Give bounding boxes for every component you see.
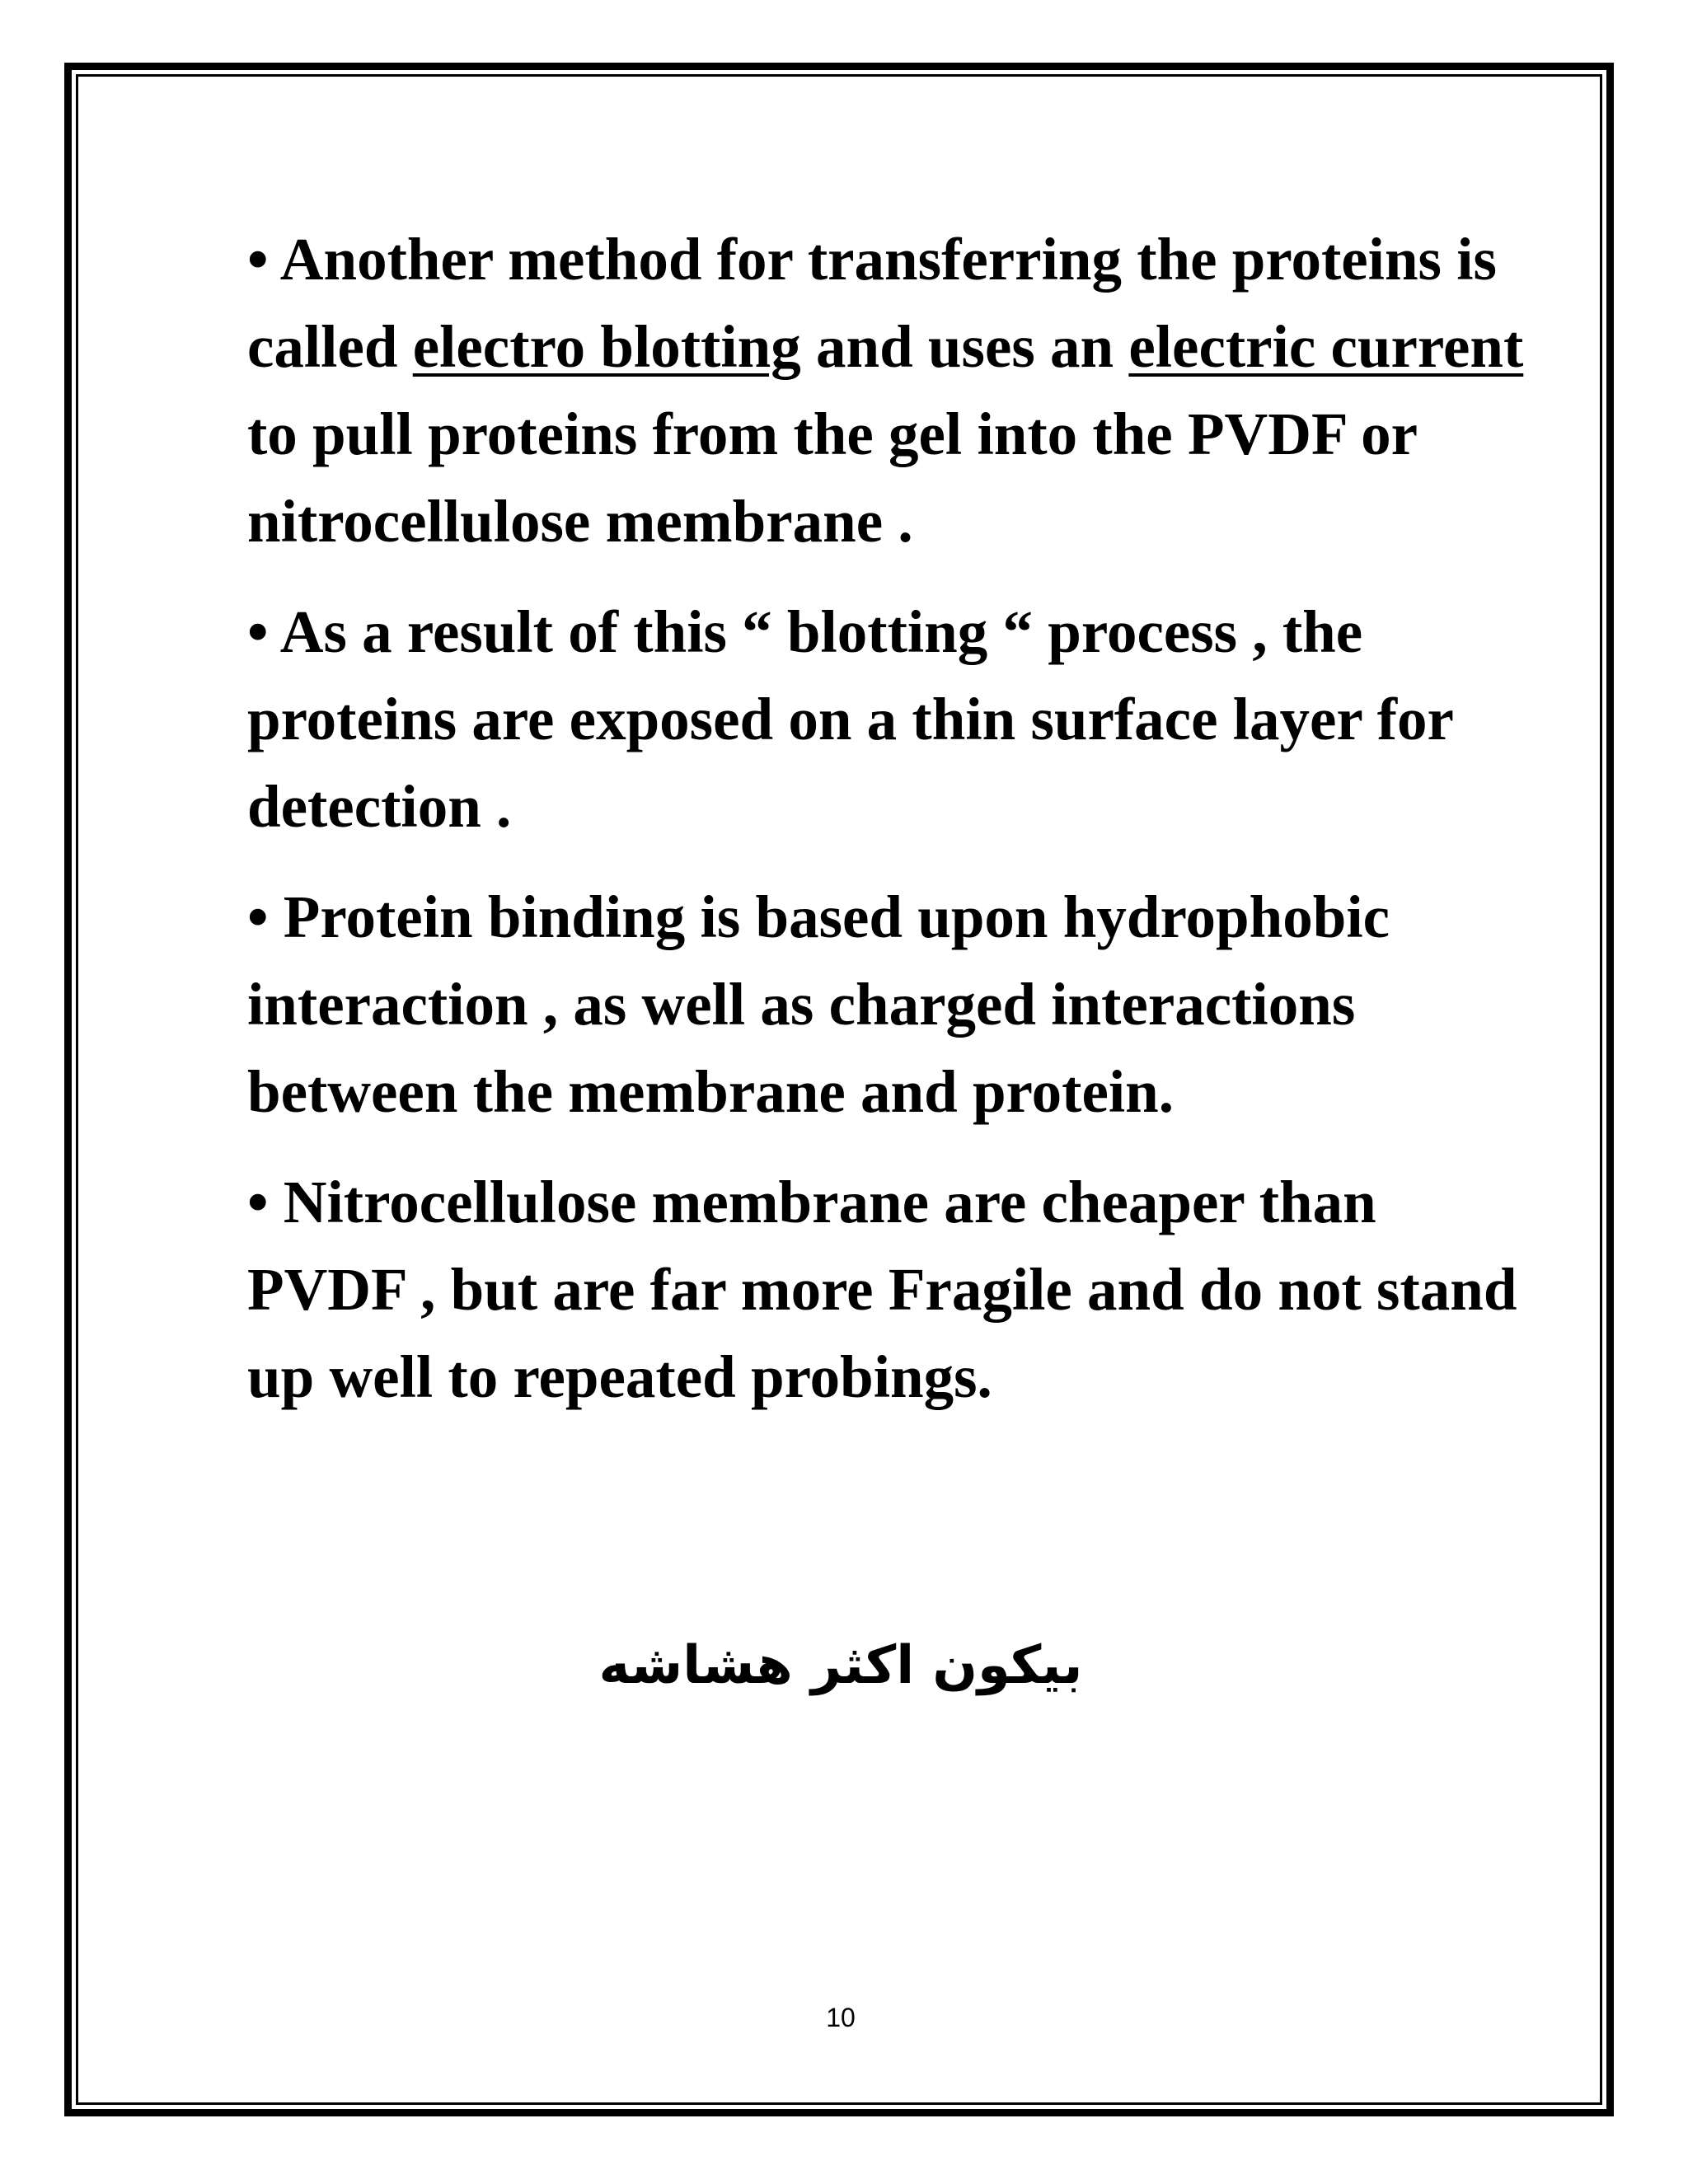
arabic-note: بيكون اكثر هشاشه xyxy=(598,1635,1083,1696)
page-number: 10 xyxy=(826,2003,856,2032)
paragraph-text: • Another method for transferring the proteins is called xyxy=(247,226,1497,380)
paragraph-electro-blotting xyxy=(247,216,1533,565)
underlined-term-electro-blotting: electro blotting xyxy=(412,313,801,380)
paragraph-text: and uses an xyxy=(800,313,1129,380)
paragraph-nitrocellulose: • Nitrocellulose membrane are cheaper than PVDF , but are far more Fragile and do not stand up well to repeated probings. xyxy=(247,1169,1517,1410)
page-body xyxy=(247,216,1533,1444)
paragraph-blotting-result: • As a result of this “ blotting “ process , the proteins are exposed on a thin surface layer for detection . xyxy=(247,598,1453,840)
paragraph-text: to pull proteins from the gel into the PVDF or nitrocellulose membrane . xyxy=(247,401,1417,555)
underlined-term-electric-current: electric current xyxy=(1128,313,1524,380)
paragraph-protein-binding: • Protein binding is based upon hydrophobic interaction , as well as charged interactions between the membrane and protein. xyxy=(247,883,1390,1125)
